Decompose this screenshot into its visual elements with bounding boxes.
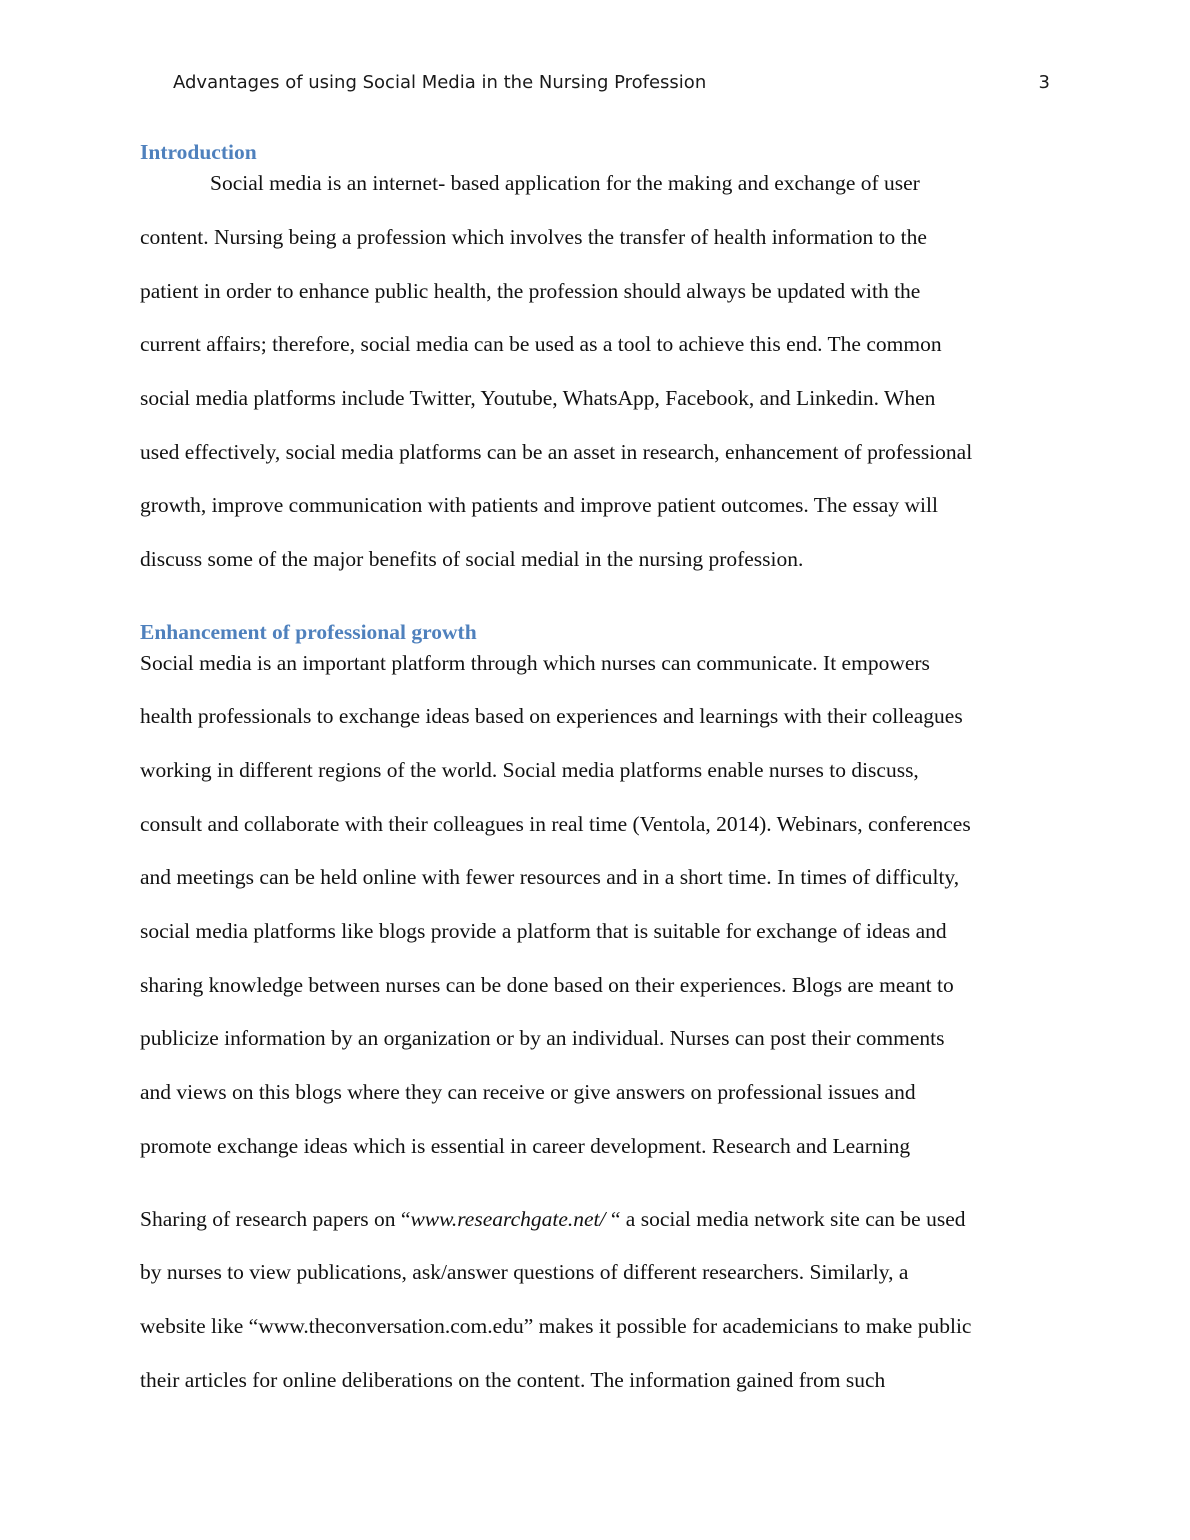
- paragraph-line: social media platforms like blogs provide a platform that is suitable for exchange of ideas and: [140, 919, 947, 943]
- paragraph-line: social media platforms include Twitter, Youtube, WhatsApp, Facebook, and Linkedin. When: [140, 386, 936, 410]
- paragraph-line: used effectively, social media platforms can be an asset in research, enhancement of professional: [140, 440, 973, 464]
- paragraph-line: Social media is an important platform through which nurses can communicate. It empowers: [140, 651, 930, 675]
- paragraph-line: publicize information by an organization or by an individual. Nurses can post their comments: [140, 1026, 945, 1050]
- researchgate-link-text: www.researchgate.net/: [410, 1207, 606, 1231]
- paragraph-line: patient in order to enhance public health, the profession should always be updated with the: [140, 279, 921, 303]
- heading-professional-growth: Enhancement of professional growth: [140, 620, 477, 644]
- heading-introduction: Introduction: [140, 140, 257, 164]
- paragraph-line: and meetings can be held online with fewer resources and in a short time. In times of difficulty,: [140, 865, 960, 889]
- paragraph-line: [140, 1207, 966, 1232]
- paragraph-line: discuss some of the major benefits of social medial in the nursing profession.: [140, 547, 804, 571]
- paragraph-line: working in different regions of the world. Social media platforms enable nurses to discuss,: [140, 758, 919, 782]
- paragraph-line: current affairs; therefore, social media can be used as a tool to achieve this end. The common: [140, 332, 942, 356]
- paragraph-line: growth, improve communication with patients and improve patient outcomes. The essay will: [140, 493, 938, 517]
- paragraph-line: content. Nursing being a profession which involves the transfer of health information to the: [140, 225, 927, 249]
- running-head-title: Advantages of using Social Media in the Nursing Profession: [173, 72, 707, 93]
- paragraph-line: promote exchange ideas which is essential in career development. Research and Learning: [140, 1134, 911, 1158]
- paragraph-line: and views on this blogs where they can receive or give answers on professional issues and: [140, 1080, 916, 1104]
- paragraph-line: website like “www.theconversation.com.edu” makes it possible for academicians to make public: [140, 1314, 972, 1338]
- paragraph-line: by nurses to view publications, ask/answer questions of different researchers. Similarly, a: [140, 1260, 909, 1284]
- page-number: 3: [1038, 72, 1050, 93]
- paragraph-line: sharing knowledge between nurses can be done based on their experiences. Blogs are meant to: [140, 973, 954, 997]
- research-line-start: Sharing of research papers on “: [140, 1207, 411, 1231]
- research-line-end: “ a social media network site can be used: [605, 1207, 966, 1231]
- paragraph-line: their articles for online deliberations on the content. The information gained from such: [140, 1368, 886, 1392]
- paragraph-line: Social media is an internet- based application for the making and exchange of user: [210, 171, 920, 195]
- paragraph-line: consult and collaborate with their colleagues in real time (Ventola, 2014). Webinars, conferences: [140, 812, 971, 836]
- paragraph-line: health professionals to exchange ideas based on experiences and learnings with their colleagues: [140, 704, 963, 728]
